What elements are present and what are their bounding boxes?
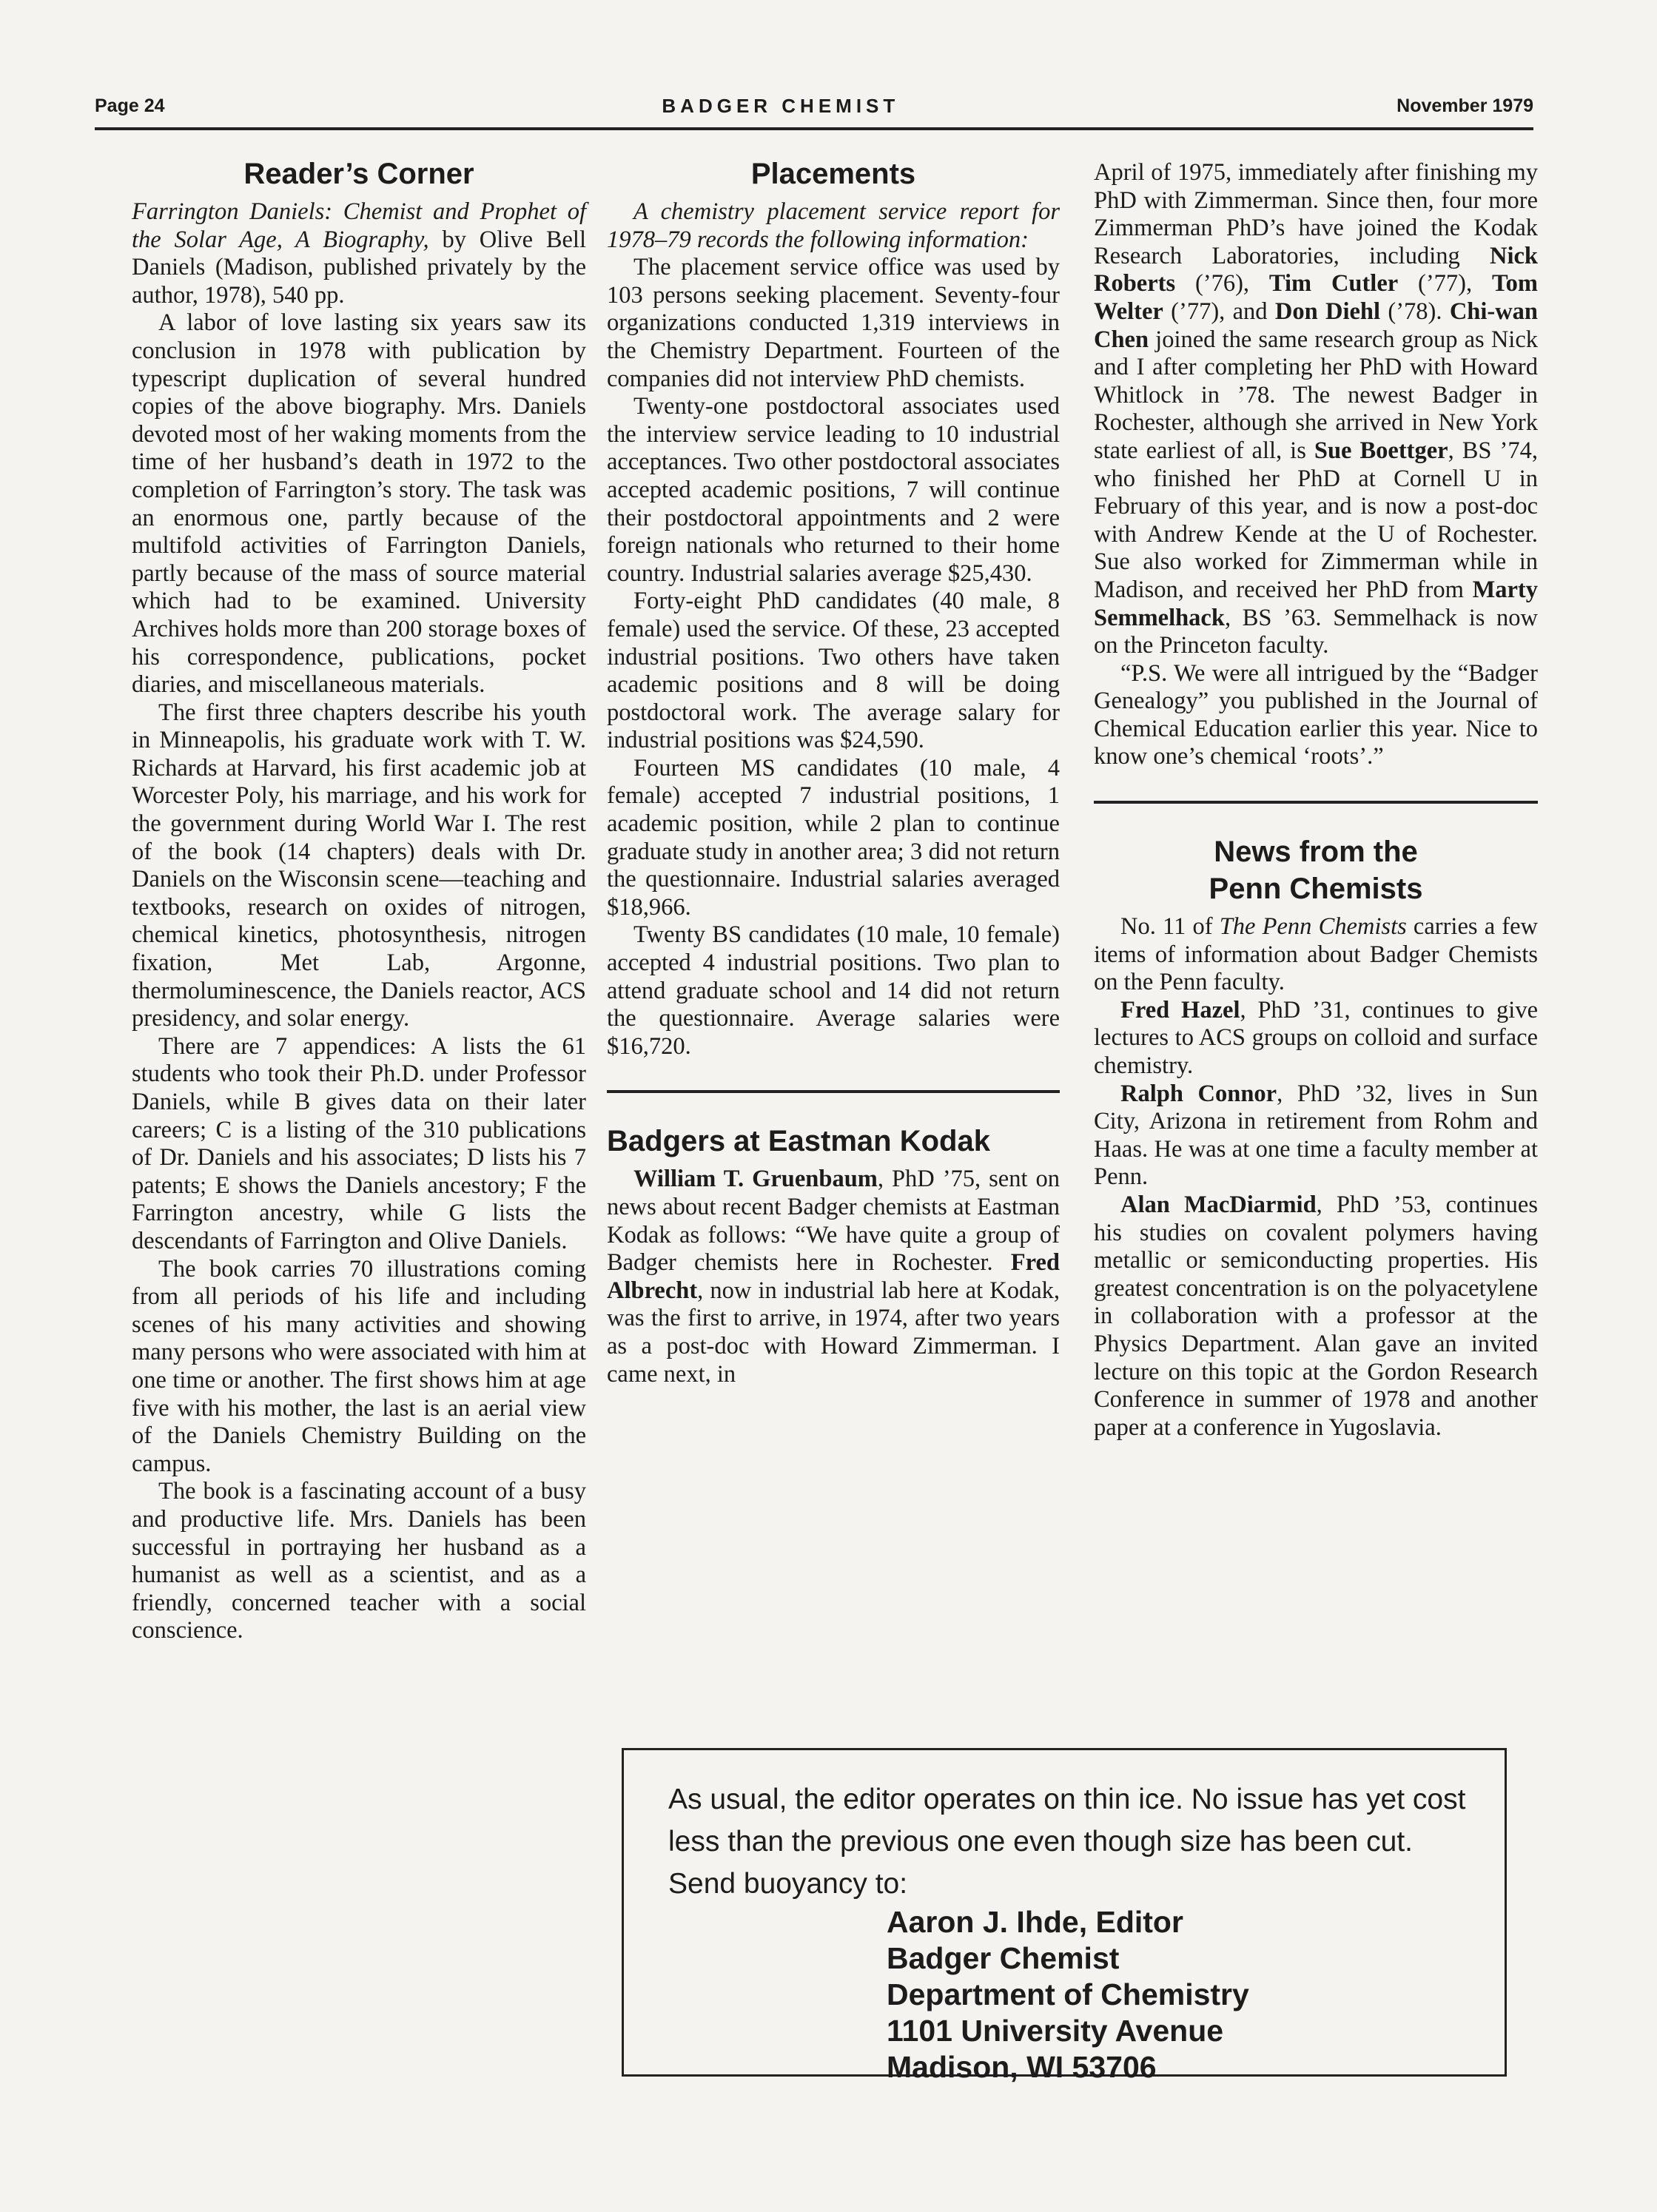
notice-message: As usual, the editor operates on thin ice. No issue has yet cost less than the previous one even though size has been cut. Send buoyancy to:: [668, 1784, 1466, 1900]
paragraph: “P.S. We were all intrigued by the “Badger Genealogy” you published in the Journal of Chemical Education earlier this year. Nice to know one’s chemical ‘roots’.”: [1094, 659, 1538, 770]
section-divider: [1094, 801, 1538, 804]
text-run: (’77),: [1398, 270, 1492, 297]
running-header: [95, 90, 1533, 121]
paragraph: There are 7 appendices: A lists the 61 students who took their Ph.D. under Professor Daniels, while B gives data on their later careers; C is a listing of the 310 publications of Dr. Daniels and his associates; D lists his 7 patents; E shows the Daniels ancestory; F the Farrington ancestry, while G lists the descendants of Farrington and Olive Daniels.: [132, 1032, 586, 1254]
paragraph: [1094, 1191, 1538, 1442]
address-line: Aaron J. Ihde, Editor: [887, 1905, 1183, 1939]
paragraph: Fourteen MS candidates (10 male, 4 female) accepted 7 industrial positions, 1 academic position, while 2 plan to continue graduate study in another area; 3 did not return the questionnaire. Industrial salaries averaged $18,966.: [607, 754, 1060, 921]
person-name: Fred Albrecht: [607, 1249, 1060, 1304]
text-run: , BS ’63. Semmelhack is now on the Princeton faculty.: [1094, 604, 1538, 659]
person-name: Marty Semmelhack: [1094, 576, 1538, 631]
publication-title: BADGER CHEMIST: [662, 94, 900, 117]
paragraph: A labor of love lasting six years saw its conclusion in 1978 with publication by typescript duplication of several hundred copies of the above biography. Mrs. Daniels devoted most of her waking moments from the time of her husband’s death in 1972 to the completion of Farrington’s story. The task was an enormous one, partly because of the multifold activities of Farrington Daniels, partly because of the mass of source material which had to be examined. University Archives holds more than 200 storage boxes of his correspondence, publications, pocket diaries, and miscellaneous materials.: [132, 309, 586, 699]
section-title: [1094, 833, 1538, 907]
paragraph: The book carries 70 illustrations coming from all periods of his life and including scenes of his many activities and showing many persons who were associated with him at one time or another. The first shows him at age five with his mother, the last is an aerial view of the Daniels Chemistry Building on the campus.: [132, 1255, 586, 1477]
person-name: Nick Roberts: [1094, 242, 1538, 297]
editor-address: [887, 1904, 1249, 2085]
paragraph: [1094, 997, 1538, 1080]
issue-date: November 1979: [1396, 95, 1533, 116]
book-meta: by Olive Bell Daniels (Madison, published privately by the author, 1978), 540 pp.: [132, 226, 586, 309]
person-name: Tom Welter: [1094, 270, 1538, 325]
title-line: News from the: [1214, 836, 1418, 869]
section-title: Placements: [750, 158, 916, 190]
person-name: Alan MacDiarmid: [1120, 1191, 1317, 1218]
text-run: , PhD ’31, continues to give lectures to ACS groups on colloid and surface chemistry.: [1094, 996, 1538, 1080]
text-run: , PhD ’32, lives in Sun City, Arizona in retirement from Rohm and Haas. He was at one time a faculty member at Penn.: [1094, 1080, 1538, 1191]
book-title: Farrington Daniels: Chemist and Prophet of the Solar Age, A Biography,: [132, 198, 586, 253]
section-divider: [607, 1090, 1060, 1093]
person-name: Don Diehl: [1274, 297, 1381, 325]
address-line: Department of Chemistry: [887, 1977, 1249, 2011]
text-run: joined the same research group as Nick and I after completing her PhD with Howard Whitlock in ’78. The newest Badger in Rochester, although she arrived in New York state earliest of all, is: [1094, 326, 1538, 464]
paragraph: [1094, 913, 1538, 997]
paragraph: [1094, 159, 1538, 660]
text-run: , BS ’74, who finished her PhD at Cornell U in February of this year, and is now a post-doc with Andrew Kende at the U of Rochester. Sue also worked for Zimmerman while in Madison, and received her PhD from: [1094, 437, 1538, 603]
editor-notice-box: [622, 1748, 1507, 2084]
lead-paragraph: A chemistry placement service report for 1978–79 records the following information:: [607, 198, 1060, 253]
person-name: Fred Hazel: [1120, 996, 1240, 1023]
title-line: Penn Chemists: [1209, 873, 1423, 906]
header-rule: [95, 127, 1533, 130]
text-run: , PhD ’75, sent on news about recent Badger chemists at Eastman Kodak as follows: “We have quite a group of Badger chemists here in Rochester.: [607, 1166, 1060, 1277]
person-name: Chi-wan Chen: [1094, 297, 1539, 353]
person-name: Ralph Connor: [1120, 1080, 1277, 1107]
paragraph: The first three chapters describe his youth in Minneapolis, his graduate work with T. W. Richards at Harvard, his first academic job at Worcester Poly, his marriage, and his work for the government during World War I. The rest of the book (14 chapters) deals with Dr. Daniels on the Wisconsin scene—teaching and textbooks, research on oxides of nitrogen, chemical kinetics, photosynthesis, nitrogen fixation, Met Lab, Argonne, thermoluminescence, the Daniels reactor, ACS presidency, and solar energy.: [132, 699, 586, 1032]
text-run: (’78).: [1380, 297, 1450, 325]
column-kodak-penn: [1094, 159, 1538, 1442]
book-citation: [132, 198, 586, 309]
paragraph: The placement service office was used by 103 persons seeking placement. Seventy-four organizations conducted 1,319 interviews in the Chemistry Department. Fourteen of the companies did not interview PhD chemists.: [607, 254, 1060, 392]
paragraph: Twenty BS candidates (10 male, 10 female) accepted 4 industrial positions. Two plan to attend graduate school and 14 did not return the questionnaire. Average salaries were $16,720.: [607, 921, 1060, 1060]
page-number: Page 24: [95, 95, 165, 116]
person-name: Tim Cutler: [1268, 270, 1399, 297]
text-run: (’76),: [1175, 270, 1269, 297]
paragraph: Forty-eight PhD candidates (40 male, 8 female) used the service. Of these, 23 accepted industrial positions. Two others have taken academic positions and 8 will be doing postdoctoral work. The average salary for industrial positions was $24,590.: [607, 588, 1060, 754]
person-name: William T. Gruenbaum: [633, 1166, 878, 1193]
text-run: , PhD ’53, continues his studies on covalent polymers having metallic or semiconducting properties. His greatest concentration is on the polyacetylene in collaboration with a professor at the Physics Department. Alan gave an invited lecture on this topic at the Gordon Research Conference in summer of 1978 and another paper at a conference in Yugoslavia.: [1094, 1191, 1538, 1441]
text-run: (’77), and: [1163, 297, 1275, 325]
paragraph: [607, 1166, 1060, 1388]
column-readers-corner: [132, 155, 586, 1645]
section-title: Reader’s Corner: [243, 158, 474, 190]
publication-name: The Penn Chemists: [1219, 913, 1407, 941]
column-placements: [607, 155, 1060, 1388]
text-run: , now in industrial lab here at Kodak, was the first to arrive, in 1974, after two years as a post-doc with Howard Zimmerman. I came next, in: [607, 1277, 1060, 1388]
text-run: No. 11 of: [1120, 913, 1220, 941]
address-line: Badger Chemist: [887, 1941, 1120, 1975]
address-line: Madison, WI 53706: [887, 2050, 1157, 2084]
section-title: Badgers at Eastman Kodak: [607, 1125, 990, 1158]
text-run: carries a few items of information about Badger Chemists on the Penn faculty.: [1094, 913, 1538, 996]
person-name: Sue Boettger: [1314, 437, 1448, 464]
paragraph: The book is a fascinating account of a busy and productive life. Mrs. Daniels has been successful in portraying her husband as a humanist as well as a scientist, and as a friendly, concerned teacher with a social conscience.: [132, 1478, 586, 1644]
text-run: April of 1975, immediately after finishing my PhD with Zimmerman. Since then, four more Zimmerman PhD’s have joined the Kodak Research Laboratories, including: [1094, 159, 1538, 269]
paragraph: Twenty-one postdoctoral associates used the interview service leading to 10 industrial acceptances. Two other postdoctoral associates accepted academic positions, 7 will continue their postdoctoral appointments and 2 were foreign nationals who returned to their home country. Industrial salaries average $25,430.: [607, 393, 1060, 587]
paragraph: [1094, 1080, 1538, 1191]
address-line: 1101 University Avenue: [887, 2014, 1224, 2048]
